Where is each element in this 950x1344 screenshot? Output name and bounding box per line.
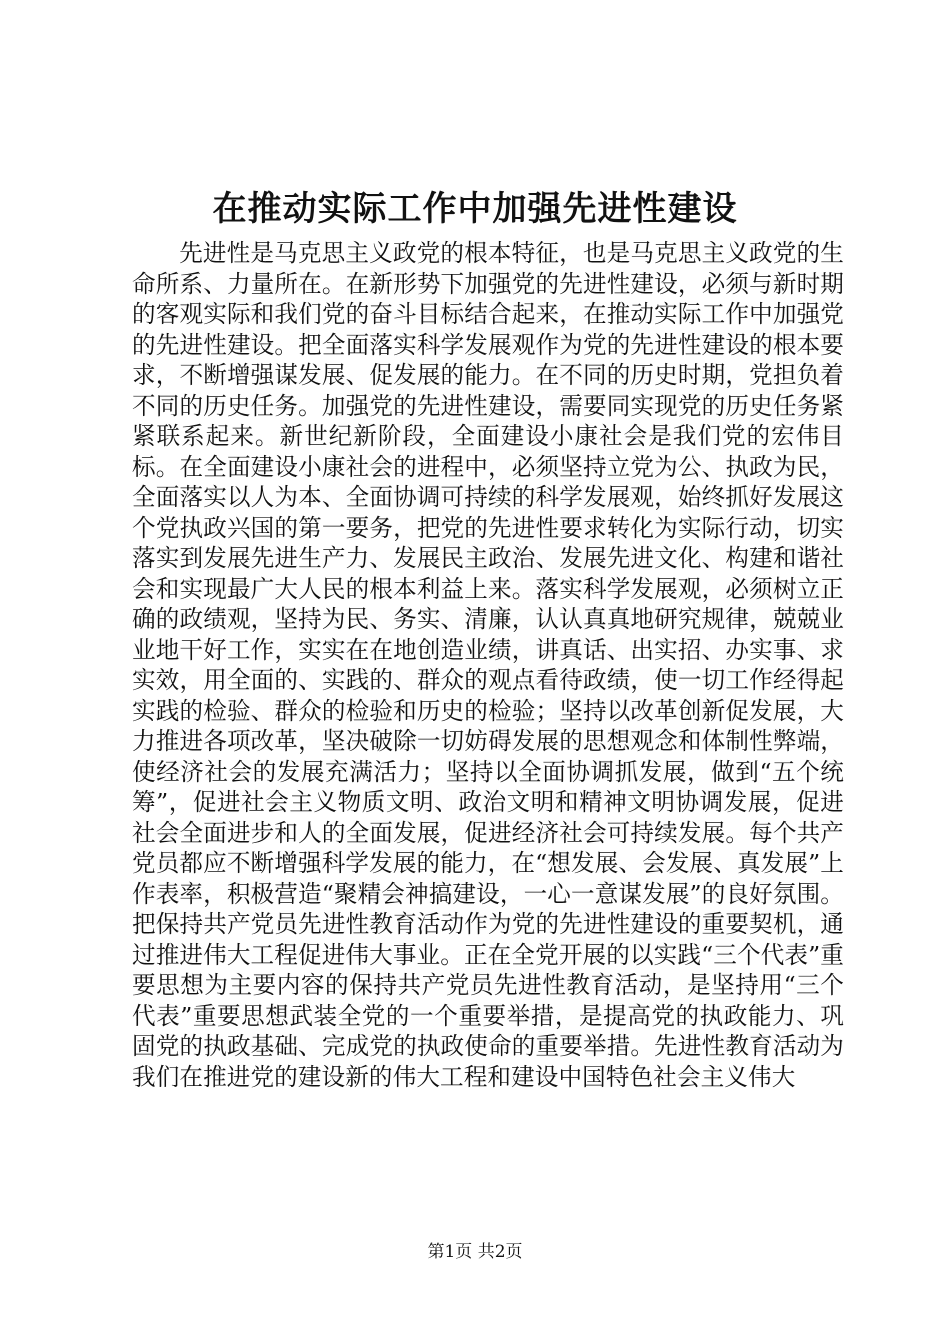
document-title: 在推动实际工作中加强先进性建设 xyxy=(212,189,738,229)
document-body-paragraph: 先进性是马克思主义政党的根本特征，也是马克思主义政党的生命所系、力量所在。在新形势下加强党的先进性建设，必须与新时期的客观实际和我们党的奋斗目标结合起来，在推动实际工作中加强党的先进性建设。把全面落实科学发展观作为党的先进性建设的根本要求，不断增强谋发展、促发展的能力。在不同的历史时期，党担负着不同的历史任务。加强党的先进性建设，需要同实现党的历史任务紧紧联系起来。新世纪新阶段，全面建设小康社会是我们党的宏伟目标。在全面建设小康社会的进程中，必须坚持立党为公、执政为民，全面落实以人为本、全面协调可持续的科学发展观，始终抓好发展这个党执政兴国的第一要务，把党的先进性要求转化为实际行动，切实落实到发展先进生产力、发展民主政治、发展先进文化、构建和谐社会和实现最广大人民的根本利益上来。落实科学发展观，必须树立正确的政绩观，坚持为民、务实、清廉，认认真真地研究规律，兢兢业业地干好工作，实实在在地创造业绩，讲真话、出实招、办实事、求实效，用全面的、实践的、群众的观点看待政绩，使一切工作经得起实践的检验、群众的检验和历史的检验；坚持以改革创新促发展，大力推进各项改革，坚决破除一切妨碍发展的思想观念和体制性弊端，使经济社会的发展充满活力；坚持以全面协调抓发展，做到“五个统筹”，促进社会主义物质文明、政治文明和精神文明协调发展，促进社会全面进步和人的全面发展，促进经济社会可持续发展。每个共产党员都应不断增强科学发展的能力，在“想发展、会发展、真发展”上作表率，积极营造“聚精会神搞建设，一心一意谋发展”的良好氛围。把保持共产党员先进性教育活动作为党的先进性建设的重要契机，通过推进伟大工程促进伟大事业。正在全党开展的以实践“三个代表”重要思想为主要内容的保持共产党员先进性教育活动，是坚持用“三个代表”重要思想武装全党的一个重要举措，是提高党的执政能力、巩固党的执政基础、完成党的执政使命的重要举措。先进性教育活动为我们在推进党的建设新的伟大工程和建设中国特色社会主义伟大 xyxy=(132,239,844,1091)
page-number-footer: 第1页 共2页 xyxy=(427,1242,523,1262)
